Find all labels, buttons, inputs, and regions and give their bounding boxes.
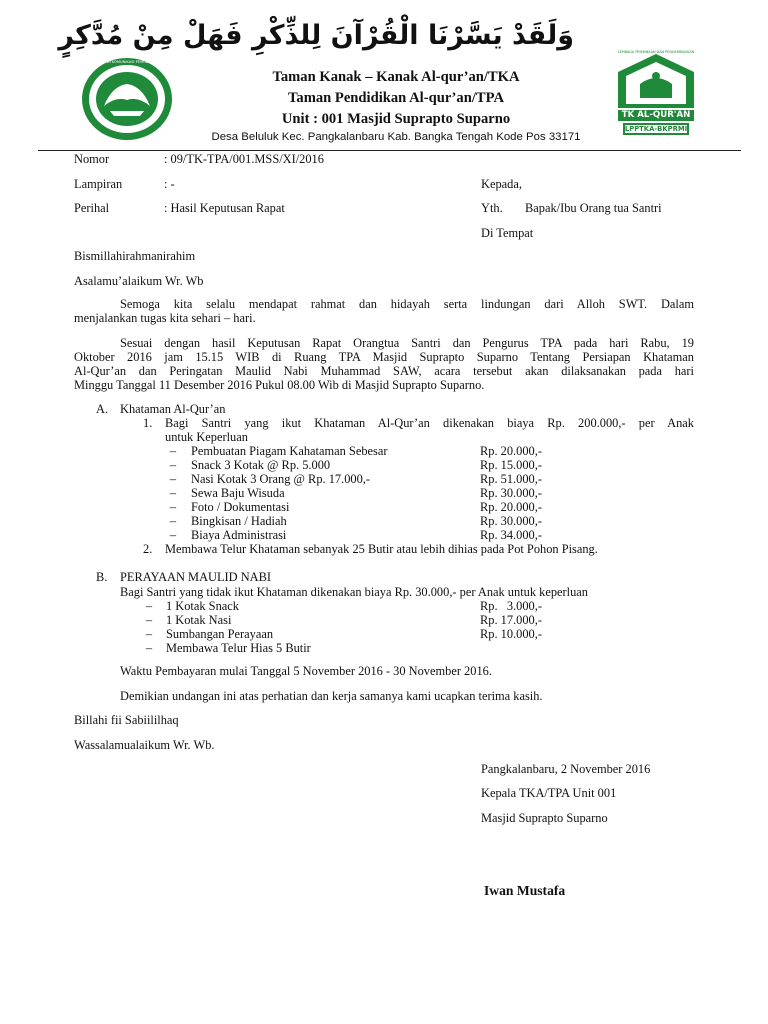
list-item bbox=[142, 641, 582, 655]
perihal-label: Perihal bbox=[74, 201, 110, 215]
list-item bbox=[142, 627, 582, 641]
section-b-cost-list bbox=[142, 599, 582, 655]
dash-bullet: – bbox=[169, 458, 177, 472]
calligraphy-banner bbox=[58, 14, 574, 60]
cost-amount: Rp. 17.000,- bbox=[480, 613, 542, 627]
section-a-title: Khataman Al-Qur’an bbox=[120, 402, 226, 416]
salam-opening: Asalamu’alaikum Wr. Wb bbox=[74, 274, 204, 288]
list-item bbox=[142, 599, 582, 613]
cost-label: Sewa Baju Wisuda bbox=[191, 486, 285, 500]
cost-label: Foto / Dokumentasi bbox=[191, 500, 290, 514]
header-divider bbox=[38, 150, 741, 151]
bkprmi-logo-text: BADAN KOMUNIKASI PEMUDA REMAJA MASJID INDONESIA bbox=[98, 60, 201, 64]
dash-bullet: – bbox=[169, 472, 177, 486]
list-item bbox=[166, 528, 586, 542]
cost-amount: Rp. 30.000,- bbox=[480, 514, 542, 528]
nomor-value: : 09/TK-TPA/001.MSS/XI/2016 bbox=[164, 152, 324, 166]
cost-amount: Rp. 30.000,- bbox=[480, 486, 542, 500]
section-a-item-2-text: Membawa Telur Khataman sebanyak 25 Butir atau lebih dihias pada Pot Pohon Pisang. bbox=[165, 542, 598, 556]
dash-bullet: – bbox=[169, 514, 177, 528]
list-item bbox=[166, 458, 586, 472]
wassalam: Wassalamualaikum Wr. Wb. bbox=[74, 738, 215, 752]
yth-label: Yth. bbox=[481, 201, 503, 215]
signature-role: Kepala TKA/TPA Unit 001 bbox=[481, 786, 617, 800]
cost-label: Bingkisan / Hadiah bbox=[191, 514, 287, 528]
section-a-item-1-number: 1. bbox=[143, 416, 153, 430]
list-item bbox=[142, 613, 582, 627]
section-a-cost-list bbox=[166, 444, 586, 542]
section-a-item-1-line-2: untuk Keperluan bbox=[165, 430, 248, 444]
cost-amount: Rp. 51.000,- bbox=[480, 472, 542, 486]
dash-bullet: – bbox=[169, 528, 177, 542]
cost-amount: Rp. 15.000,- bbox=[480, 458, 542, 472]
signature-org: Masjid Suprapto Suparno bbox=[481, 811, 608, 825]
payment-period: Waktu Pembayaran mulai Tanggal 5 November 2016 - 30 November 2016. bbox=[120, 664, 492, 678]
section-b-intro: Bagi Santri yang tidak ikut Khataman dikenakan biaya Rp. 30.000,- per Anak untuk keperluan bbox=[120, 585, 588, 599]
header-line-1: Taman Kanak – Kanak Al-qur’an/TKA bbox=[272, 69, 520, 85]
cost-amount: Rp. 20.000,- bbox=[480, 444, 542, 458]
list-item bbox=[166, 514, 586, 528]
recipient: Bapak/Ibu Orang tua Santri bbox=[525, 201, 662, 215]
section-a-marker: A. bbox=[96, 402, 109, 416]
lpptka-logo-org: LPPTKA-BKPRMI bbox=[624, 125, 688, 133]
lpptka-logo-top-text: LEMBAGA PEMBINAAN DAN PENGEMBANGAN bbox=[617, 50, 695, 54]
dash-bullet: – bbox=[145, 613, 153, 627]
header-address: Desa Beluluk Kec. Pangkalanbaru Kab. Bangka Tengah Kode Pos 33171 bbox=[211, 131, 581, 143]
dash-bullet: – bbox=[169, 444, 177, 458]
cost-label: Pembuatan Piagam Kahataman Sebesar bbox=[191, 444, 388, 458]
cost-label: 1 Kotak Nasi bbox=[166, 613, 232, 627]
cost-label: Membawa Telur Hias 5 Butir bbox=[166, 641, 311, 655]
calligraphy-text: وَلَقَدْ يَسَّرْنَا الْقُرْآنَ لِلذِّكْرِ فَهَلْ مِنْ مُدَّكِرٍ bbox=[58, 20, 574, 51]
cost-label: Snack 3 Kotak @ Rp. 5.000 bbox=[191, 458, 331, 472]
cost-label: Nasi Kotak 3 Orang @ Rp. 17.000,- bbox=[191, 472, 371, 486]
dash-bullet: – bbox=[145, 627, 153, 641]
cost-label: Biaya Administrasi bbox=[191, 528, 287, 542]
lampiran-value: : - bbox=[164, 177, 175, 191]
paragraph-2-line-1: Sesuai dengan hasil Keputusan Rapat Orangtua Santri dan Pengurus TPA pada hari Rabu, 19 bbox=[120, 336, 694, 350]
signatory-name: Iwan Mustafa bbox=[484, 883, 566, 898]
cost-amount: Rp. 20.000,- bbox=[480, 500, 542, 514]
cost-amount: Rp. 34.000,- bbox=[480, 528, 542, 542]
dash-bullet: – bbox=[169, 500, 177, 514]
di-tempat: Di Tempat bbox=[481, 226, 534, 240]
nomor-label: Nomor bbox=[74, 152, 110, 166]
paragraph-2-line-3: Al-Qur’an dan Peringatan Maulid Nabi Muhammad SAW, acara tersebut akan dilaksanakan pada hari bbox=[74, 364, 694, 378]
paragraph-2-line-4: Minggu Tanggal 11 Desember 2016 Pukul 08.00 Wib di Masjid Suprapto Suparno. bbox=[74, 378, 485, 392]
cost-amount: Rp. 10.000,- bbox=[480, 627, 542, 641]
list-item bbox=[166, 472, 586, 486]
section-a-item-2-number: 2. bbox=[143, 542, 153, 556]
signature-place-date: Pangkalanbaru, 2 November 2016 bbox=[481, 762, 651, 776]
dash-bullet: – bbox=[145, 599, 153, 613]
cost-amount: Rp. 3.000,- bbox=[480, 599, 542, 613]
perihal-value: : Hasil Keputusan Rapat bbox=[164, 201, 285, 215]
paragraph-2-line-2: Oktober 2016 jam 15.15 WIB di Ruang TPA Masjid Suprapto Suparno Tentang Persiapan Khataman bbox=[74, 350, 694, 364]
billahi: Billahi fii Sabiililhaq bbox=[74, 713, 179, 727]
list-item bbox=[166, 444, 586, 458]
section-b-title: PERAYAAN MAULID NABI bbox=[120, 570, 271, 584]
dash-bullet: – bbox=[145, 641, 153, 655]
paragraph-1-line-2: menjalankan tugas kita sehari – hari. bbox=[74, 311, 256, 325]
lpptka-logo bbox=[616, 50, 696, 138]
list-item bbox=[166, 500, 586, 514]
lampiran-label: Lampiran bbox=[74, 177, 123, 191]
kepada-label: Kepada, bbox=[481, 177, 522, 191]
dash-bullet: – bbox=[169, 486, 177, 500]
paragraph-1-line-1: Semoga kita selalu mendapat rahmat dan hidayah serta lindungan dari Alloh SWT. Dalam bbox=[120, 297, 694, 311]
lpptka-logo-name: TK AL-QUR'AN bbox=[621, 110, 691, 120]
closing-thanks: Demikian undangan ini atas perhatian dan kerja samanya kami ucapkan terima kasih. bbox=[120, 689, 543, 703]
cost-label: Sumbangan Perayaan bbox=[166, 627, 274, 641]
section-b-marker: B. bbox=[96, 570, 108, 584]
header-line-3: Unit : 001 Masjid Suprapto Suparno bbox=[281, 111, 511, 127]
header-line-2: Taman Pendidikan Al-qur’an/TPA bbox=[288, 90, 504, 106]
section-a-item-1-line-1: Bagi Santri yang ikut Khataman Al-Qur’an dikenakan biaya Rp. 200.000,- per Anak bbox=[165, 416, 694, 430]
cost-label: 1 Kotak Snack bbox=[166, 599, 239, 613]
bismillah: Bismillahirahmanirahim bbox=[74, 249, 196, 263]
bkprmi-logo-emblem bbox=[80, 56, 201, 142]
list-item bbox=[166, 486, 586, 500]
bkprmi-logo bbox=[80, 56, 201, 142]
